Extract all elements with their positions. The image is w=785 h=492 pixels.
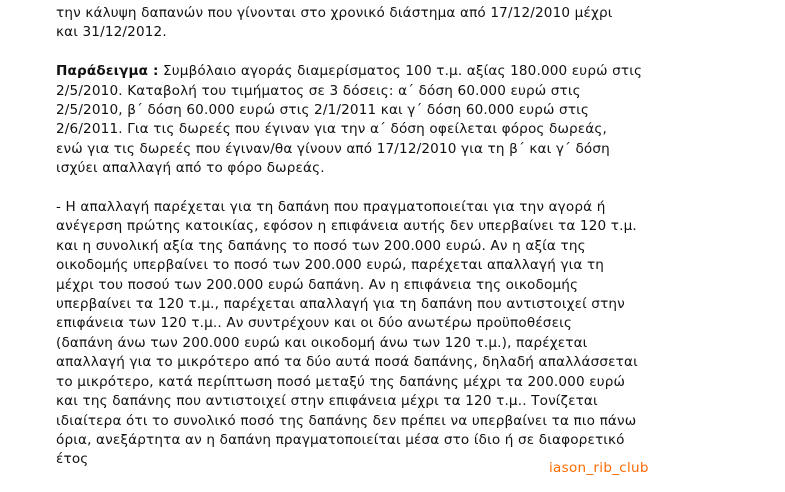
rule-line: και η συνολική αξία της δαπάνης το ποσό των 200.000 ευρώ. Αν η αξία της — [56, 237, 586, 254]
rule-line: ιδιαίτερα ότι το συνολικό ποσό της δαπάνης δεν πρέπει να υπερβαίνει τα πιο πάνω — [56, 412, 637, 429]
example-label: Παράδειγμα : — [56, 63, 159, 80]
rule-line: απαλλαγή για το μικρότερο από τα δύο αυτά ποσά δαπάνης, δηλαδή απαλλάσσεται — [56, 354, 638, 371]
rule-line: ανέγερση πρώτης κατοικίας, εφόσον η επιφάνεια αυτής δεν υπερβαίνει τα 120 τ.μ. — [56, 218, 637, 235]
watermark-text: iason_rib_club — [549, 460, 649, 476]
rule-line: το μικρότερο, κατά περίπτωση ποσό μεταξύ της δαπάνης μέχρι τα 200.000 ευρώ — [56, 373, 626, 390]
example-line: ενώ για τις δωρεές που έγιναν/θα γίνουν από 17/12/2010 για τη β΄ και γ΄ δόση — [56, 140, 610, 157]
paragraph-gap — [56, 43, 756, 62]
paragraph-gap — [56, 179, 756, 198]
intro-line: την κάλυψη δαπανών που γίνονται στο χρονικό διάστημα από 17/12/2010 μέχρι — [56, 5, 613, 21]
example-first-line-text: Συμβόλαιο αγοράς διαμερίσματος 100 τ.μ. αξίας 180.000 ευρώ στις — [158, 63, 643, 80]
rule-line: όρια, ανεξάρτητα αν η δαπάνη πραγματοποιείται μέσα στο ίδιο ή σε διαφορετικό — [56, 431, 625, 448]
intro-paragraph — [56, 4, 756, 43]
rule-line: - Η απαλλαγή παρέχεται για τη δαπάνη που πραγματοποιείται για την αγορά ή — [56, 199, 606, 216]
example-line: 2/5/2010, β΄ δόση 60.000 ευρώ στις 2/1/2011 και γ΄ δόση 60.000 ευρώ στις — [56, 102, 590, 119]
rule-line: και της δαπάνης που αντιστοιχεί στην επιφάνεια μέχρι τα 120 τ.μ.. Τονίζεται — [56, 393, 598, 410]
example-line: ισχύει απαλλαγή από το φόρο δωρεάς. — [56, 160, 325, 177]
rule-line: έτος — [56, 451, 89, 468]
example-first-line — [56, 62, 756, 81]
example-line: 2/6/2011. Για τις δωρεές που έγιναν για την α΄ δόση οφείλεται φόρος δωρεάς, — [56, 121, 608, 138]
rule-line: επιφάνεια των 120 τ.μ.. Αν συντρέχουν και οι δύο ανωτέρω προϋποθέσεις — [56, 315, 572, 332]
rule-line: υπερβαίνει τα 120 τ.μ., παρέχεται απαλλαγή για τη δαπάνη που αντιστοιχεί στην — [56, 296, 625, 313]
document-body — [56, 4, 756, 470]
example-line: 2/5/2010. Καταβολή του τιμήματος σε 3 δόσεις: α΄ δόση 60.000 ευρώ στις — [56, 82, 581, 99]
intro-line: και 31/12/2012. — [56, 24, 167, 41]
rule-line: (δαπάνη άνω των 200.000 ευρώ και οικοδομή άνω των 120 τ.μ.), παρέχεται — [56, 334, 588, 351]
example-paragraph — [56, 62, 756, 178]
rule-line: μέχρι του ποσού των 200.000 ευρώ δαπάνη. Αν η επιφάνεια της οικοδομής — [56, 276, 579, 293]
rule-paragraph — [56, 198, 756, 470]
rule-line: οικοδομής υπερβαίνει το ποσό των 200.000 ευρώ, παρέχεται απαλλαγή για τη — [56, 257, 605, 274]
